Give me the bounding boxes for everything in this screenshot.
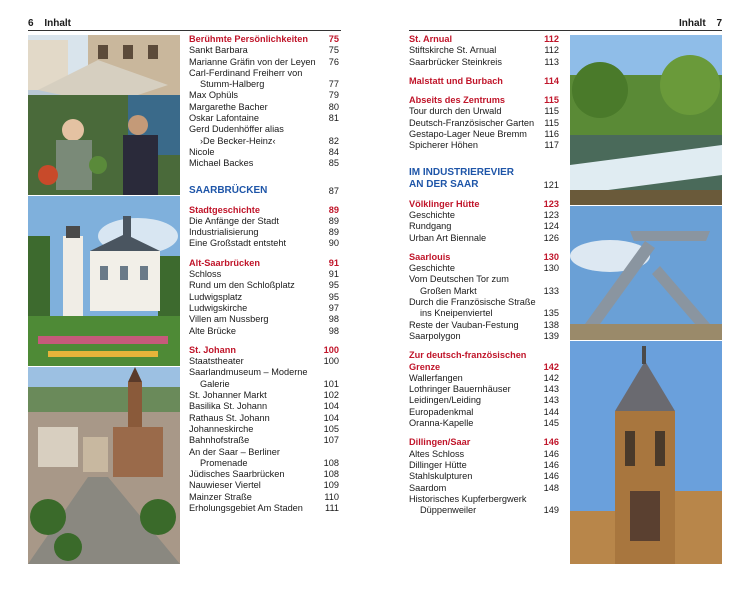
- toc-page-number: 91: [328, 269, 339, 280]
- toc-spacer: [189, 170, 339, 185]
- toc-entry-title: Dillinger Hütte: [409, 459, 467, 470]
- toc-spacer: [409, 342, 559, 350]
- toc-page-number: 114: [544, 75, 559, 86]
- toc-entry-title: Saarlandmuseum – Moderne: [189, 367, 308, 378]
- toc-entry: [189, 57, 339, 68]
- toc-entry-title: Geschichte: [409, 209, 455, 220]
- toc-entry-title: Völklinger Hütte: [409, 198, 480, 209]
- toc-page-number: 102: [323, 390, 339, 401]
- toc-page-number: 113: [544, 56, 559, 67]
- toc-section-heading: [189, 34, 339, 45]
- toc-page-number: 100: [323, 356, 339, 367]
- toc-entry-title: Erholungsgebiet Am Staden: [189, 502, 303, 513]
- toc-entry-title: St. Johanner Markt: [189, 390, 267, 401]
- toc-entry-title: Margarethe Bacher: [189, 101, 268, 112]
- toc-entry-title: Villen am Nussberg: [189, 314, 269, 325]
- toc-entry-title: Stahlskulpturen: [409, 471, 473, 482]
- toc-section-heading: [409, 252, 559, 263]
- toc-page-number: 109: [323, 480, 339, 491]
- toc-entry-title: Jüdisches Saarbrücken: [189, 469, 285, 480]
- toc-entry: [409, 263, 559, 274]
- toc-entry: [189, 292, 339, 303]
- toc-entry-title: Sankt Barbara: [189, 45, 248, 56]
- toc-entry: [189, 113, 339, 124]
- toc-entry: [189, 480, 339, 491]
- toc-entry-title: An der Saar – Berliner: [189, 446, 280, 457]
- toc-page-number: 146: [543, 448, 559, 459]
- header-title: Inhalt: [44, 18, 72, 29]
- toc-page-number: 98: [328, 325, 339, 336]
- toc-section-heading: [409, 362, 559, 373]
- toc-left: [189, 34, 339, 514]
- toc-entry: [189, 68, 339, 79]
- toc-page-number: 146: [543, 459, 559, 470]
- toc-entry-title: Alte Brücke: [189, 325, 236, 336]
- toc-page-number: 143: [543, 395, 559, 406]
- toc-chapter-heading: [409, 179, 559, 191]
- toc-entry-title: Grenze: [409, 361, 441, 372]
- toc-page-number: 76: [328, 56, 339, 67]
- toc-entry: [409, 460, 559, 471]
- toc-page-number: 135: [543, 308, 559, 319]
- toc-page-number: 85: [328, 158, 339, 169]
- toc-entry-title: Mainzer Straße: [189, 491, 252, 502]
- toc-entry: [189, 424, 339, 435]
- toc-page-number: 117: [544, 140, 559, 151]
- toc-section-heading: [409, 76, 559, 87]
- toc-section-heading: [409, 350, 559, 361]
- toc-page-number: 81: [328, 113, 339, 124]
- toc-spacer: [409, 68, 559, 76]
- toc-entry-title: Dillingen/Saar: [409, 437, 471, 448]
- toc-entry: [409, 129, 559, 140]
- toc-entry: [189, 90, 339, 101]
- toc-page-number: 145: [543, 418, 559, 429]
- header-title: Inhalt: [678, 18, 706, 29]
- toc-entry-title: SAARBRÜCKEN: [189, 184, 268, 196]
- toc-page-number: 89: [328, 215, 339, 226]
- toc-spacer: [189, 197, 339, 205]
- photo-river: [570, 35, 722, 205]
- toc-entry-title: Carl-Ferdinand Freiherr von: [189, 67, 303, 78]
- toc-entry: [189, 492, 339, 503]
- toc-entry: [409, 449, 559, 460]
- toc-entry-title: Oranna-Kapelle: [409, 418, 474, 429]
- toc-entry: [189, 303, 339, 314]
- toc-entry-title: Industrialisierung: [189, 227, 259, 238]
- toc-entry-title: Ludwigskirche: [189, 302, 248, 313]
- toc-page-number: 146: [543, 437, 559, 448]
- toc-spacer: [409, 152, 559, 167]
- toc-entry: [189, 379, 339, 390]
- photo-ludwigskirche: [28, 196, 180, 366]
- toc-entry: [189, 227, 339, 238]
- toc-page-number: 115: [544, 117, 559, 128]
- toc-entry-title: Geschichte: [409, 263, 455, 274]
- toc-entry-title: Großen Markt: [420, 285, 477, 296]
- toc-entry-title: Ludwigsplatz: [189, 291, 243, 302]
- toc-entry-title: Gerd Dudenhöffer alias: [189, 124, 284, 135]
- toc-entry-title: Rund um den Schloßplatz: [189, 280, 295, 291]
- toc-entry: [189, 356, 339, 367]
- right-page: [375, 0, 750, 594]
- toc-page-number: [539, 297, 559, 308]
- toc-spacer: [409, 244, 559, 252]
- toc-page-number: 124: [543, 221, 559, 232]
- toc-entry-title: Abseits des Zentrums: [409, 95, 505, 106]
- toc-page-number: 75: [328, 45, 339, 56]
- toc-entry-title: Staatstheater: [189, 356, 244, 367]
- toc-entry: [409, 274, 559, 285]
- toc-entry-title: IM INDUSTRIEREVIER: [409, 166, 515, 178]
- toc-page-number: 123: [543, 198, 559, 209]
- toc-page-number: 100: [323, 344, 339, 355]
- photo-saardom: [570, 341, 722, 564]
- toc-entry-title: Basilika St. Johann: [189, 401, 268, 412]
- toc-entry: [409, 140, 559, 151]
- toc-entry: [409, 233, 559, 244]
- toc-page-number: [319, 447, 339, 458]
- toc-entry-title: Berühmte Persönlichkeiten: [189, 34, 308, 44]
- toc-entry: [409, 210, 559, 221]
- toc-entry: [189, 390, 339, 401]
- toc-page-number: 112: [544, 45, 559, 56]
- toc-entry-title: Durch die Französische Straße: [409, 297, 536, 308]
- toc-page-number: 115: [544, 95, 559, 106]
- toc-entry-title: Max Ophüls: [189, 90, 239, 101]
- toc-page-number: 110: [324, 491, 339, 502]
- toc-entry: [409, 297, 559, 308]
- toc-entry-title: Saarlouis: [409, 251, 451, 262]
- toc-entry: [409, 483, 559, 494]
- header-rule: [409, 30, 722, 31]
- toc-entry: [409, 494, 559, 505]
- toc-entry-title: Rundgang: [409, 221, 452, 232]
- toc-entry-title: Stiftskirche St. Arnual: [409, 45, 497, 56]
- toc-entry: [409, 45, 559, 56]
- toc-page-number: 149: [543, 505, 559, 516]
- toc-entry-title: Saardom: [409, 482, 447, 493]
- toc-entry-title: Promenade: [200, 457, 248, 468]
- toc-page-number: 123: [543, 209, 559, 220]
- toc-entry: [409, 418, 559, 429]
- toc-entry-title: Reste der Vauban-Festung: [409, 319, 519, 330]
- toc-entry: [409, 384, 559, 395]
- toc-entry-title: Galerie: [200, 378, 230, 389]
- toc-entry: [409, 118, 559, 129]
- toc-page-number: 112: [544, 34, 559, 44]
- toc-entry: [189, 124, 339, 135]
- toc-entry-title: ›De Becker-Heinz‹: [200, 135, 276, 146]
- toc-page-number: 138: [543, 319, 559, 330]
- toc-page-number: 143: [543, 384, 559, 395]
- page-number: 7: [716, 18, 722, 29]
- toc-entry: [409, 395, 559, 406]
- toc-chapter-heading: [189, 185, 339, 197]
- toc-entry: [409, 505, 559, 516]
- toc-entry-title: St. Johann: [189, 344, 236, 355]
- page-header-right: [679, 18, 722, 29]
- page-header-left: [28, 18, 71, 29]
- toc-section-heading: [189, 258, 339, 269]
- toc-entry: [189, 216, 339, 227]
- toc-entry-title: Deutsch-Französischer Garten: [409, 117, 535, 128]
- toc-page-number: 95: [328, 291, 339, 302]
- toc-entry: [189, 79, 339, 90]
- toc-entry: [409, 106, 559, 117]
- toc-entry-title: ins Kneipenviertel: [420, 308, 493, 319]
- toc-entry: [409, 57, 559, 68]
- toc-page-number: 142: [543, 372, 559, 383]
- toc-entry: [189, 158, 339, 169]
- toc-entry-title: Historisches Kupferbergwerk: [409, 493, 527, 504]
- toc-entry-title: Urban Art Biennale: [409, 232, 487, 243]
- toc-entry-title: Alt-Saarbrücken: [189, 257, 260, 268]
- toc-entry-title: Marianne Gräfin von der Leyen: [189, 56, 316, 67]
- toc-entry-title: Tour durch den Urwald: [409, 106, 502, 117]
- toc-page-number: [539, 274, 559, 285]
- toc-spacer: [409, 191, 559, 199]
- photo-city-view: [28, 367, 180, 564]
- toc-entry: [409, 221, 559, 232]
- toc-entry: [189, 314, 339, 325]
- toc-page-number: 77: [328, 79, 339, 90]
- toc-page-number: 142: [543, 361, 559, 372]
- toc-entry: [409, 286, 559, 297]
- toc-entry-title: Saarbrücker Steinkreis: [409, 56, 502, 67]
- toc-page-number: 80: [328, 101, 339, 112]
- toc-entry-title: Stadtgeschichte: [189, 204, 260, 215]
- toc-right: [409, 34, 559, 516]
- toc-page-number: 133: [543, 285, 559, 296]
- toc-page-number: [319, 68, 339, 79]
- toc-section-heading: [409, 199, 559, 210]
- toc-entry: [189, 367, 339, 378]
- toc-entry-title: Stumm-Halberg: [200, 79, 265, 90]
- toc-entry-title: Europadenkmal: [409, 406, 474, 417]
- toc-page-number: 108: [323, 469, 339, 480]
- toc-page-number: 104: [323, 401, 339, 412]
- toc-entry: [189, 102, 339, 113]
- toc-entry: [409, 471, 559, 482]
- toc-spacer: [409, 429, 559, 437]
- toc-entry: [189, 136, 339, 147]
- toc-entry-title: Lothringer Bauernhäuser: [409, 384, 511, 395]
- toc-entry: [189, 280, 339, 291]
- toc-section-heading: [409, 95, 559, 106]
- toc-entry: [189, 326, 339, 337]
- toc-entry-title: AN DER SAAR: [409, 178, 479, 190]
- toc-page-number: 121: [543, 179, 559, 190]
- toc-page-number: 75: [328, 34, 339, 44]
- toc-page-number: 107: [323, 435, 339, 446]
- toc-page-number: 116: [544, 129, 559, 140]
- toc-page-number: 90: [328, 238, 339, 249]
- toc-entry-title: Leidingen/Leiding: [409, 395, 482, 406]
- toc-page-number: 89: [328, 204, 339, 215]
- toc-page-number: 82: [328, 135, 339, 146]
- toc-entry-title: Gestapo-Lager Neue Bremm: [409, 129, 527, 140]
- toc-section-heading: [189, 345, 339, 356]
- toc-entry-title: Bahnhofstraße: [189, 435, 250, 446]
- toc-page-number: 115: [544, 106, 559, 117]
- toc-page-number: 105: [323, 423, 339, 434]
- toc-page-number: 108: [323, 457, 339, 468]
- toc-page-number: 91: [328, 257, 339, 268]
- toc-page-number: [539, 494, 559, 505]
- toc-entry-title: Rathaus St. Johann: [189, 412, 270, 423]
- toc-entry: [189, 435, 339, 446]
- toc-entry: [189, 269, 339, 280]
- toc-entry-title: Zur deutsch-französischen: [409, 350, 527, 361]
- toc-page-number: 89: [328, 227, 339, 238]
- toc-page-number: [539, 350, 559, 361]
- toc-entry-title: Saarpolygon: [409, 330, 461, 341]
- toc-page-number: 139: [543, 330, 559, 341]
- toc-entry-title: Vom Deutschen Tor zum: [409, 274, 509, 285]
- toc-page-number: 111: [325, 502, 339, 513]
- toc-spacer: [409, 87, 559, 95]
- toc-entry-title: Johanneskirche: [189, 423, 254, 434]
- toc-entry-title: Schloss: [189, 269, 222, 280]
- toc-page-number: 130: [543, 263, 559, 274]
- toc-entry-title: Nicole: [189, 146, 215, 157]
- toc-entry: [189, 447, 339, 458]
- toc-entry: [409, 331, 559, 342]
- toc-page-number: 104: [323, 412, 339, 423]
- toc-page-number: 87: [328, 185, 339, 196]
- toc-section-heading: [409, 34, 559, 45]
- toc-spacer: [189, 250, 339, 258]
- toc-page-number: 101: [323, 378, 339, 389]
- toc-page-number: 95: [328, 280, 339, 291]
- toc-page-number: 144: [543, 406, 559, 417]
- toc-section-heading: [409, 437, 559, 448]
- toc-page-number: 79: [328, 90, 339, 101]
- toc-entry: [189, 401, 339, 412]
- page-number: 6: [28, 18, 34, 29]
- toc-page-number: 84: [328, 146, 339, 157]
- toc-entry: [409, 308, 559, 319]
- header-rule: [28, 30, 341, 31]
- toc-entry: [189, 147, 339, 158]
- toc-entry-title: Oskar Lafontaine: [189, 113, 259, 124]
- toc-page-number: [319, 367, 339, 378]
- toc-entry: [189, 238, 339, 249]
- toc-page-number: 126: [543, 232, 559, 243]
- toc-entry-title: Spicherer Höhen: [409, 140, 478, 151]
- toc-entry-title: Düppenweiler: [420, 505, 477, 516]
- toc-page-number: [319, 124, 339, 135]
- toc-page-number: 148: [543, 482, 559, 493]
- toc-entry: [409, 407, 559, 418]
- toc-entry: [409, 320, 559, 331]
- toc-chapter-heading: [409, 167, 559, 179]
- photo-market: [28, 35, 180, 195]
- toc-entry-title: Malstatt und Burbach: [409, 75, 503, 86]
- toc-section-heading: [189, 205, 339, 216]
- toc-entry: [189, 458, 339, 469]
- toc-entry: [189, 503, 339, 514]
- toc-entry: [189, 45, 339, 56]
- toc-entry-title: Die Anfänge der Stadt: [189, 215, 279, 226]
- toc-entry: [189, 413, 339, 424]
- toc-page-number: 130: [543, 251, 559, 262]
- toc-page-number: 98: [328, 314, 339, 325]
- toc-entry-title: Eine Großstadt entsteht: [189, 238, 287, 249]
- toc-entry-title: Altes Schloss: [409, 448, 465, 459]
- toc-entry: [189, 469, 339, 480]
- toc-page-number: 146: [543, 471, 559, 482]
- toc-entry-title: Michael Backes: [189, 158, 254, 169]
- photo-saarpolygon: [570, 206, 722, 340]
- toc-page-number: 97: [328, 302, 339, 313]
- toc-entry: [409, 373, 559, 384]
- toc-entry-title: St. Arnual: [409, 34, 453, 44]
- toc-entry-title: Nauwieser Viertel: [189, 480, 261, 491]
- toc-spacer: [189, 337, 339, 345]
- toc-entry-title: Wallerfangen: [409, 372, 463, 383]
